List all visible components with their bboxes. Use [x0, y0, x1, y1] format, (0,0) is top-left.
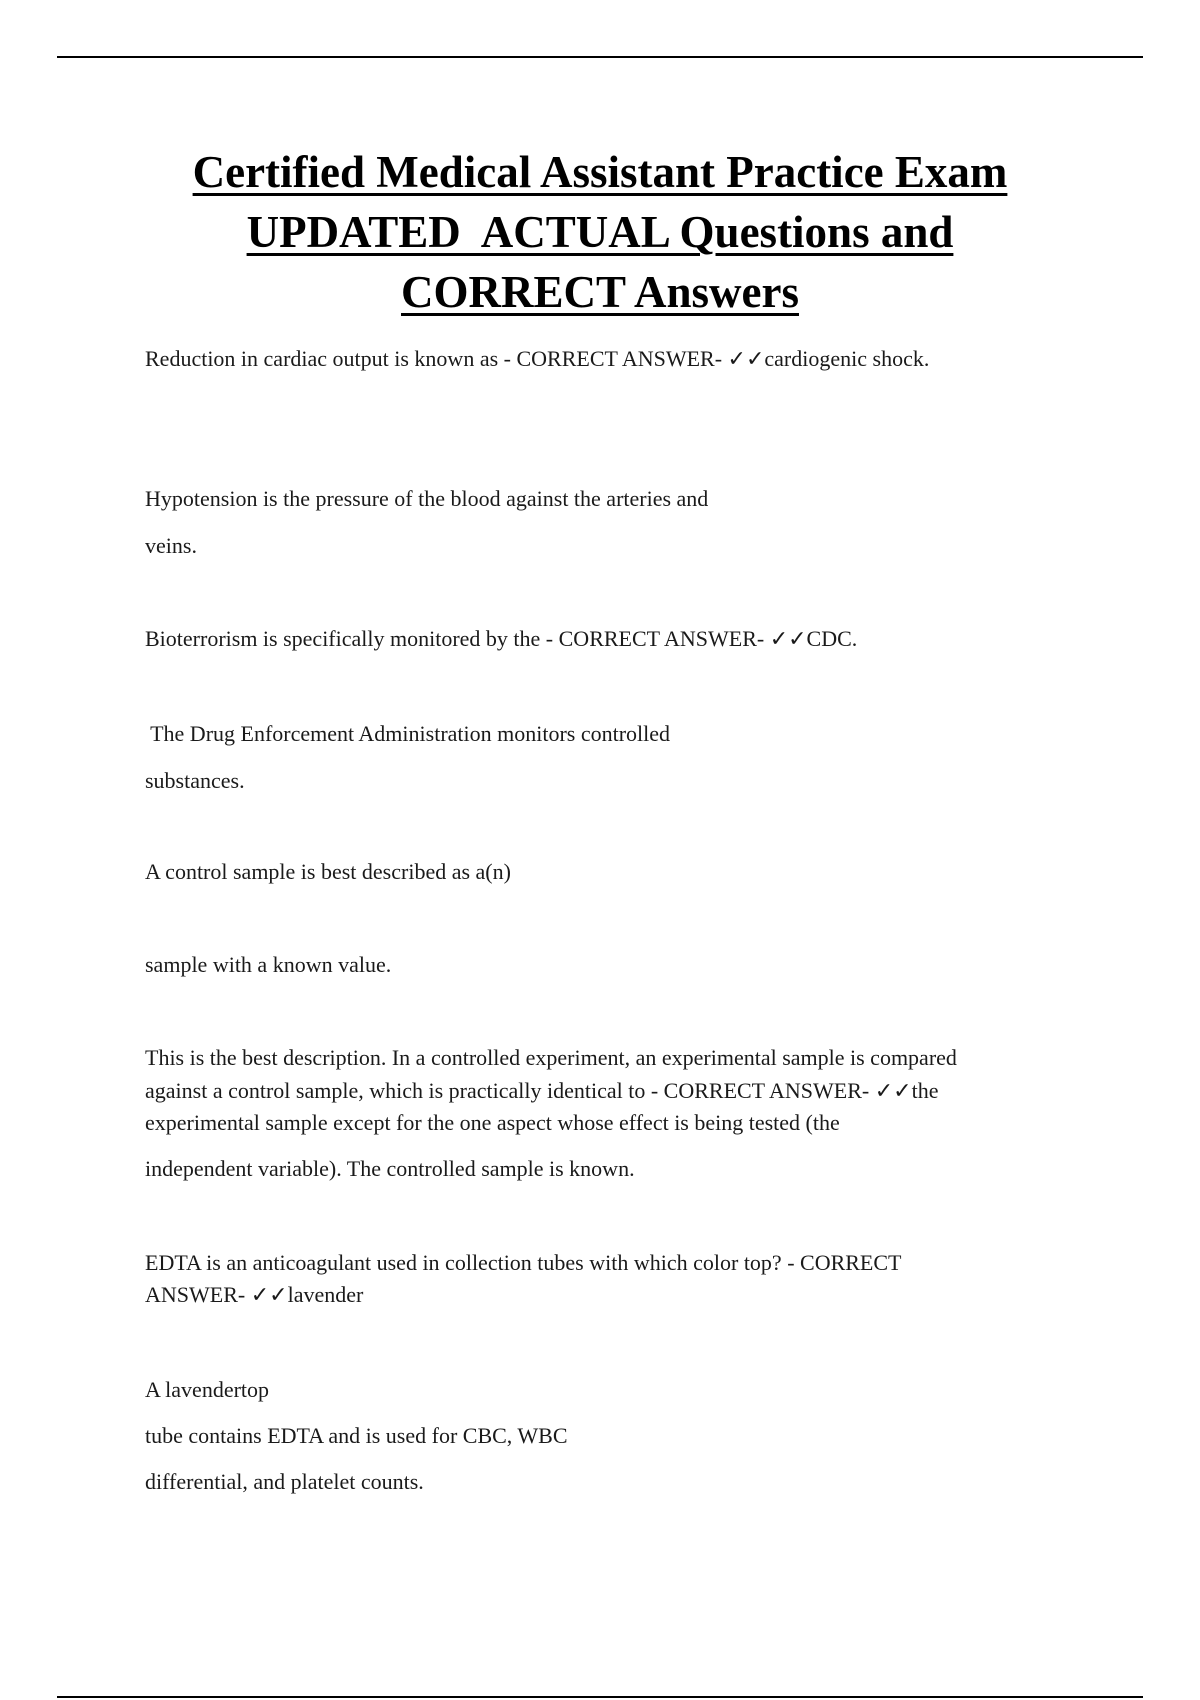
- document-title: [0, 142, 1200, 322]
- text-line: A control sample is best described as a(n): [145, 859, 511, 884]
- text-line: ANSWER- ✓✓lavender: [145, 1282, 364, 1307]
- text-line: Reduction in cardiac output is known as - CORRECT ANSWER- ✓✓cardiogenic shock.: [145, 346, 930, 371]
- header-rule: [57, 56, 1143, 58]
- text-line: The Drug Enforcement Administration monitors controlled: [145, 721, 671, 746]
- text-line: independent variable). The controlled sample is known.: [145, 1156, 635, 1181]
- text-line: Hypotension is the pressure of the blood against the arteries and: [145, 486, 709, 511]
- title-line: UPDATED ACTUAL Questions and: [246, 207, 954, 257]
- text-line: veins.: [145, 533, 197, 558]
- text-line: A lavendertop: [145, 1377, 270, 1402]
- text-line: differential, and platelet counts.: [145, 1469, 424, 1494]
- text-line: sample with a known value.: [145, 952, 392, 977]
- text-line: This is the best description. In a controlled experiment, an experimental sample is compared: [145, 1045, 957, 1070]
- text-line: Bioterrorism is specifically monitored by the - CORRECT ANSWER- ✓✓CDC.: [145, 626, 858, 651]
- title-line: CORRECT Answers: [401, 267, 799, 317]
- text-line: EDTA is an anticoagulant used in collection tubes with which color top? - CORRECT: [145, 1250, 902, 1275]
- text-line: against a control sample, which is practically identical to - CORRECT ANSWER- ✓✓the: [145, 1078, 939, 1103]
- text-line: experimental sample except for the one aspect whose effect is being tested (the: [145, 1110, 840, 1135]
- footer-rule: [57, 1696, 1143, 1698]
- text-line: tube contains EDTA and is used for CBC, WBC: [145, 1423, 568, 1448]
- text-line: substances.: [145, 768, 245, 793]
- title-line: Certified Medical Assistant Practice Exam: [192, 147, 1008, 197]
